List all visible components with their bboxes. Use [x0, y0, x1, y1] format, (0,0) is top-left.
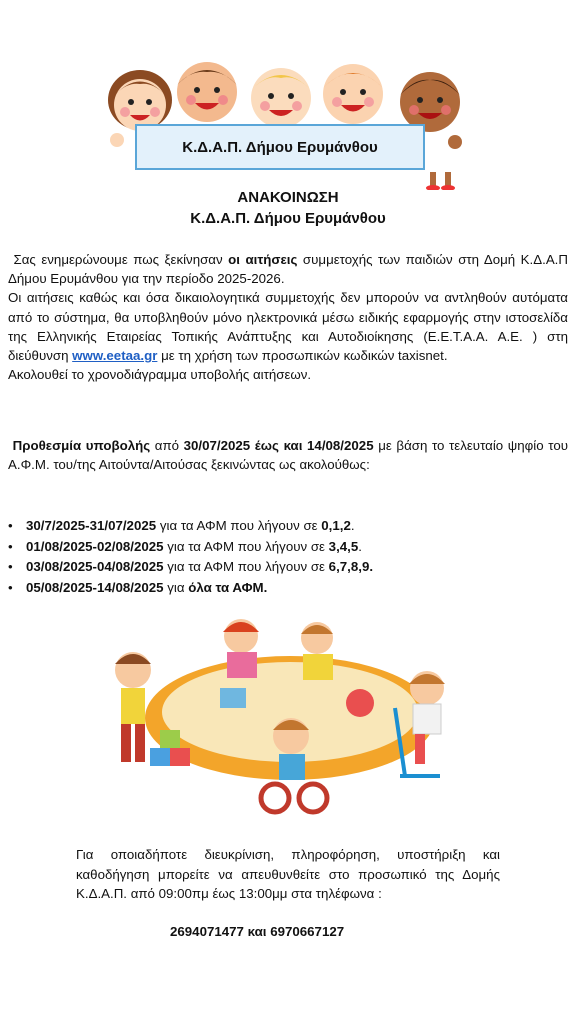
- method-text-2: με τη χρήση των προσωπικών κωδικών taxisnet.: [157, 348, 448, 364]
- kid-face-icon: [177, 62, 237, 122]
- deadline-text: με βάση το τελευταίο ψηφίο του Α.Φ.Μ. του/της Αιτούντα/Αιτούσας ξεκινώντας ως ακολούθως:: [8, 438, 568, 473]
- deadline-paragraph: [8, 436, 568, 474]
- intro-text: Σας ενημερώνουμε πως ξεκίνησαν: [13, 252, 229, 267]
- list-item: • 30/7/2025-31/07/2025 για τα ΑΦΜ που λήγουν σε 0,1,2.: [8, 518, 355, 533]
- list-item: • 01/08/2025-02/08/2025 για τα ΑΦΜ που λήγουν σε 3,4,5.: [8, 538, 362, 554]
- schedule-digits: όλα τα ΑΦΜ.: [188, 579, 268, 595]
- intro-text-2: συμμετοχής των παιδιών στη Δομή Κ.Δ.Α.Π Δήμου Ερυμάνθου για την περίοδο 2025-2026.: [8, 252, 568, 287]
- schedule-list: [8, 516, 568, 598]
- phone-numbers: [170, 924, 344, 939]
- phone-1[interactable]: 2694071477: [170, 924, 244, 939]
- banner-title: Κ.Δ.Α.Π. Δήμου Ερυμάνθου: [135, 124, 425, 170]
- intro-paragraph: [8, 250, 568, 384]
- schedule-digits: 6,7,8,9.: [328, 559, 374, 574]
- contact-paragraph: Για οποιαδήποτε διευκρίνιση, πληροφόρηση, υποστήριξη και καθοδήγηση μπορείτε να απευθυνθείτε στο προσωπικό της Δομής Κ.Δ.Α.Π. από 09:00πμ έως 13:00μμ στα τηλέφωνα :: [76, 847, 500, 901]
- schedule-text: για τα ΑΦΜ που λήγουν σε: [156, 518, 322, 533]
- schedule-digits: 0,1,2: [321, 518, 351, 533]
- schedule-end: .: [350, 518, 355, 533]
- deadline-dates: 30/07/2025 έως και 14/08/2025: [183, 438, 374, 453]
- schedule-text: για τα ΑΦΜ που λήγουν σε: [163, 559, 329, 574]
- intro-bold: οι αιτήσεις: [228, 252, 298, 267]
- phone-2[interactable]: 6970667127: [270, 924, 345, 939]
- schedule-digits: 3,4,5: [328, 538, 359, 554]
- schedule-dates: 03/08/2025-04/08/2025: [26, 559, 164, 574]
- list-item: • 05/08/2025-14/08/2025 για όλα τα ΑΦΜ.: [8, 579, 268, 595]
- schedule-intro: Ακολουθεί το χρονοδιάγραμμα υποβολής αιτήσεων.: [8, 367, 312, 383]
- deadline-from: από: [150, 438, 184, 453]
- kid-face-icon: [108, 70, 172, 131]
- schedule-end: .: [358, 538, 362, 554]
- schedule-dates: 01/08/2025-02/08/2025: [26, 538, 164, 554]
- schedule-dates: 30/7/2025-31/07/2025: [26, 518, 157, 533]
- kid-face-icon: [323, 64, 383, 124]
- schedule-text: για τα ΑΦΜ που λήγουν σε: [163, 538, 329, 554]
- deadline-label: Προθεσμία υποβολής: [12, 438, 151, 453]
- eetaa-link[interactable]: www.eetaa.gr: [72, 348, 158, 364]
- phone-and: και: [243, 924, 271, 939]
- kid-face-icon: [400, 72, 460, 132]
- kid-face-icon: [251, 68, 311, 128]
- method-text: Οι αιτήσεις καθώς και όσα δικαιολογητικά συμμετοχής δεν μπορούν να αντληθούν αυτόματα από το σύστημα, θα υποβληθούν μόνο ηλεκτρονικά μέσω ειδικής εφαρμογής στην ιστοσελίδα της Ελληνικής Εταιρείας Τοπικής Ανάπτυξης και Αυτοδιοίκησης (Ε.Ε.Τ.Α.Α. Α.Ε. ) στη διεύθυνση: [8, 290, 568, 364]
- schedule-text: για: [163, 579, 189, 595]
- announcement-title: ΑΝΑΚΟΙΝΩΣΗ: [237, 189, 339, 206]
- announcement-subtitle: Κ.Δ.Α.Π. Δήμου Ερυμάνθου: [190, 210, 386, 227]
- schedule-dates: 05/08/2025-14/08/2025: [26, 579, 164, 595]
- list-item: • 03/08/2025-04/08/2025 για τα ΑΦΜ που λήγουν σε 6,7,8,9.: [8, 559, 374, 574]
- sandbox-kids-illustration: [95, 608, 480, 823]
